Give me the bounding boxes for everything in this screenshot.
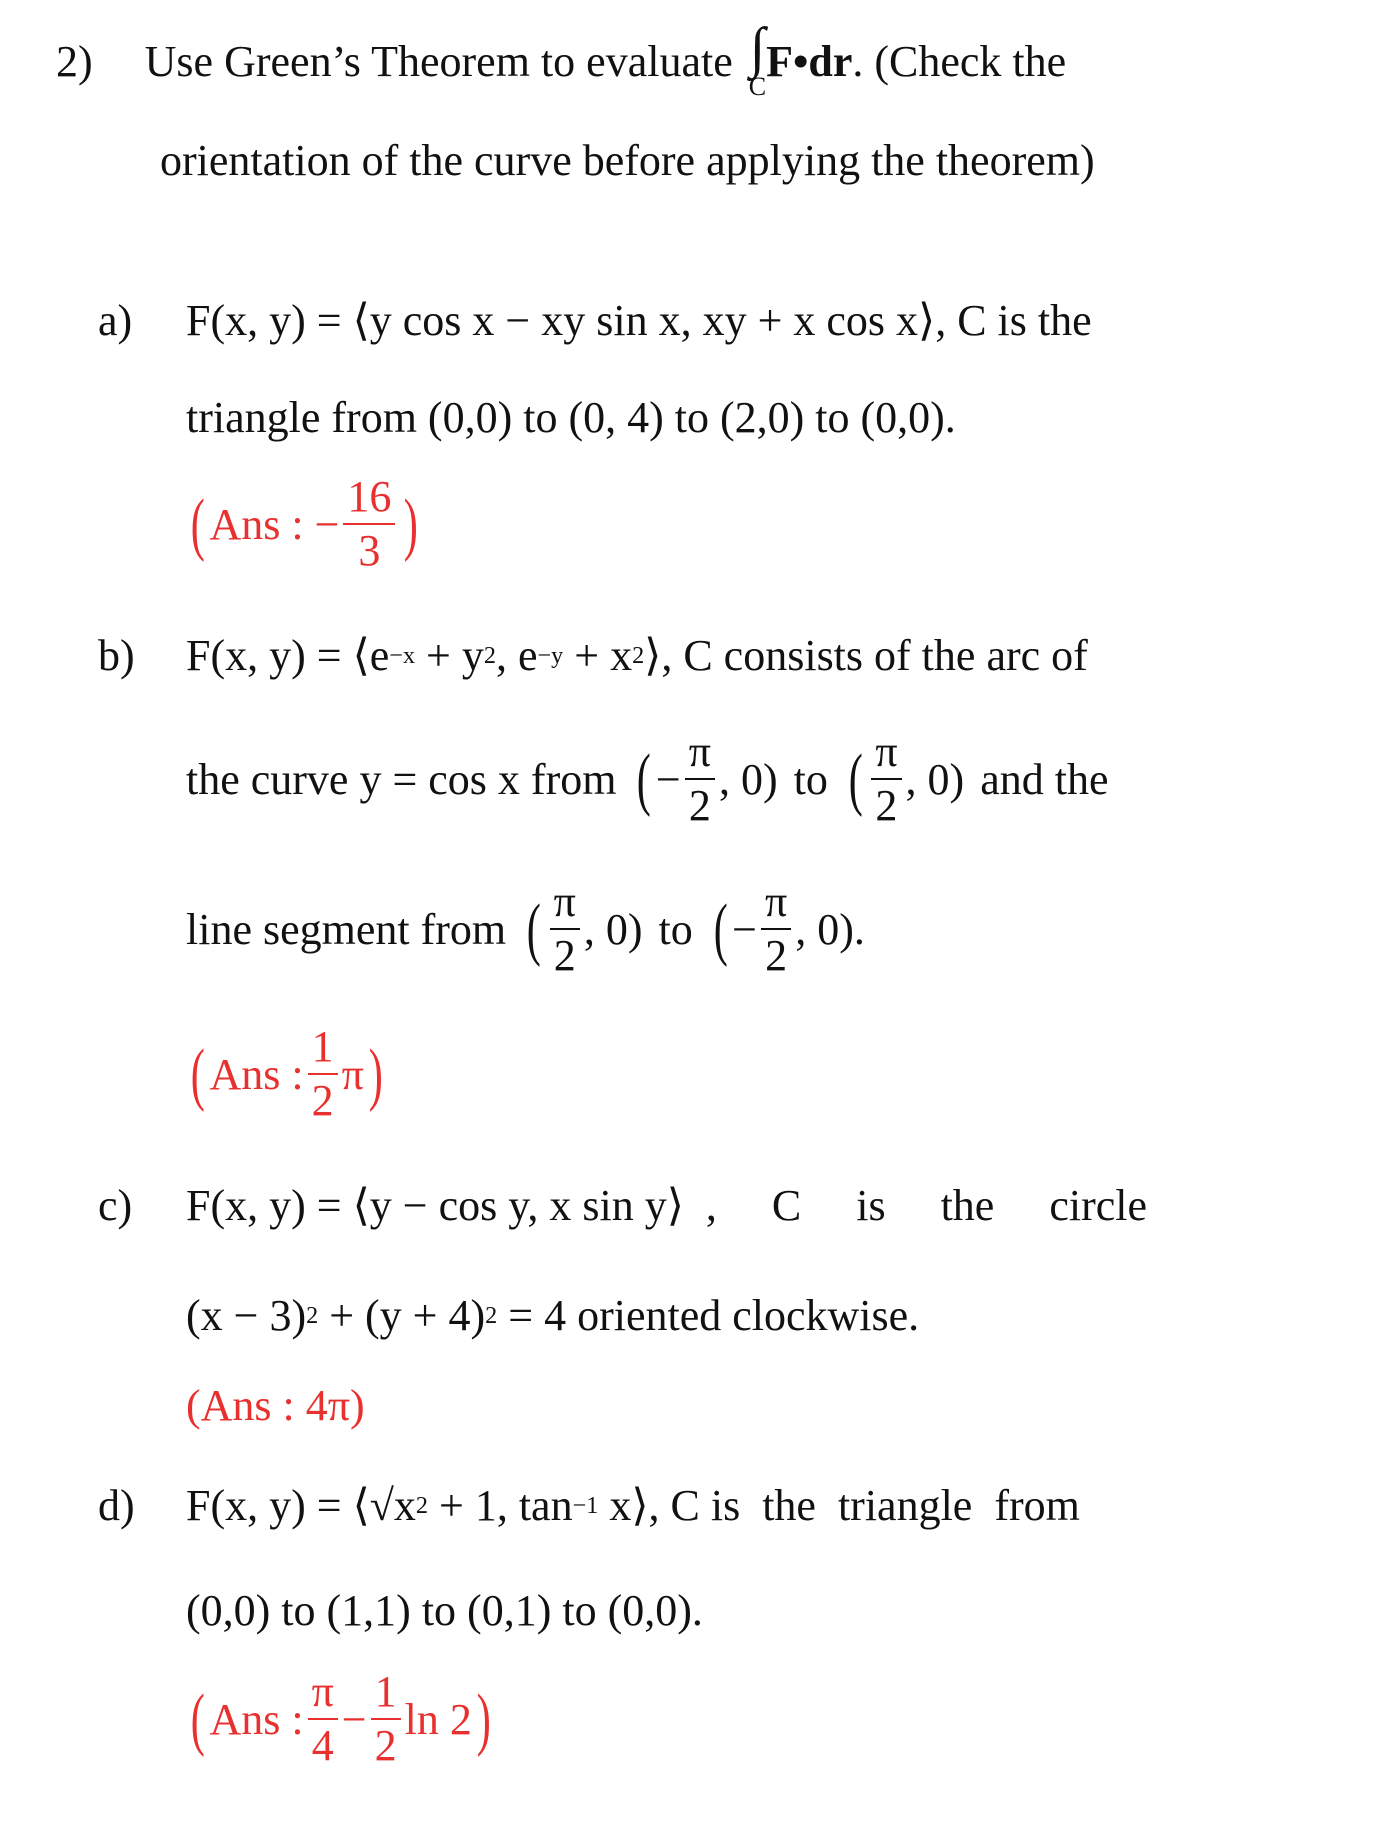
intro-text: Use Green’s Theorem to evaluate (144, 36, 733, 86)
problem-header (0, 17, 1067, 102)
point-close: , 0) (905, 754, 965, 804)
part-d-answer: ( Ans : $\frac{\pi}{4}$ − $\frac{1}{2}$ ln 2 ) (190, 1667, 491, 1770)
part-b-curve-2: line segment from ( $\frac{\pi}{2}$ , 0) to ( − $\frac{\pi}{2}$ , 0) . (186, 877, 865, 980)
point-close: , 0) (718, 754, 778, 804)
integral-sign: ∫ (749, 17, 766, 79)
part-b-curve-1: the curve y = cos x from ( − $\frac{\pi}{2}$ , 0) to ( $\frac{\pi}{2}$ , 0) and the (186, 727, 1109, 830)
part-c-field: c) F(x, y) = ⟨y − cos y, x sin y⟩ , C is the circle (98, 1181, 1148, 1230)
line-integral (748, 17, 767, 102)
part-a-answer: ( Ans : − $\frac{16}{3}$ ) (190, 472, 419, 575)
part-b-label: b) (98, 631, 135, 680)
part-d-field: d) F(x, y) = ⟨√x 2 + 1, tan −1 x⟩, C is the triangle from (98, 1481, 1080, 1530)
point-close: , 0) (583, 904, 643, 954)
integrand: F•dr (766, 36, 853, 86)
intro-text-2: . (Check the (852, 36, 1067, 86)
part-a-label: a) (98, 296, 133, 345)
part-d-curve: (0,0) to (1,1) to (0,1) to (0,0). (186, 1586, 703, 1635)
part-b-field: b) F(x, y) = ⟨e −x + y 2 , e −y + x 2 ⟩, C consists of the arc of (98, 631, 1088, 680)
part-b-answer: ( Ans : $\frac{1}{2}$ π ) (190, 1022, 383, 1125)
part-c-answer: (Ans : 4π) (186, 1381, 365, 1430)
part-d-label: d) (98, 1481, 135, 1530)
intro-text-3: orientation of the curve before applying the theorem) (160, 136, 1095, 185)
part-a-curve: triangle from (0,0) to (0, 4) to (2,0) to (0,0). (186, 393, 956, 442)
part-a-field-text: F(x, y) = ⟨y cos x − xy sin x, xy + x cos x⟩, C is the (186, 296, 1092, 345)
integral-subscript: C (748, 72, 767, 101)
part-c-label: c) (98, 1181, 133, 1230)
part-a-field (0, 295, 1092, 346)
part-c-curve: (x − 3) 2 + (y + 4) 2 = 4 oriented clockwise. (186, 1291, 920, 1340)
point-close: , 0) (795, 904, 854, 954)
problem-number: 2) (56, 36, 93, 86)
